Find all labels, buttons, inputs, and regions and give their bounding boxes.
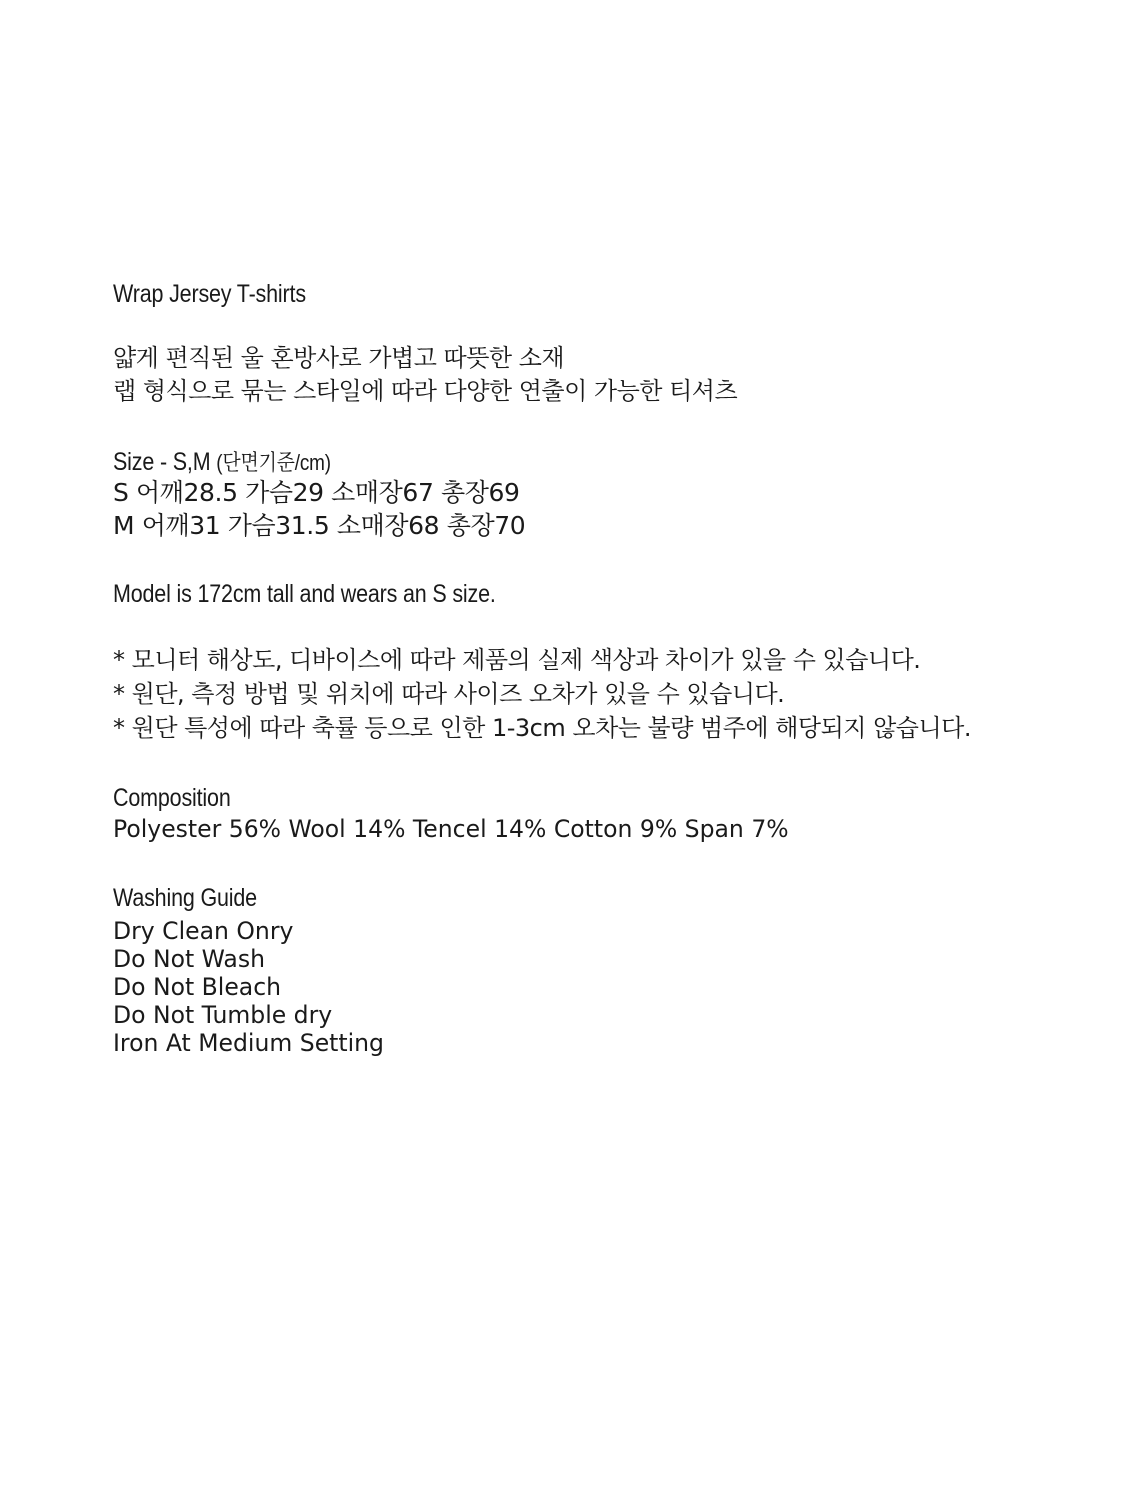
composition-heading: Composition [113,784,231,812]
composition-text: Polyester 56% Wool 14% Tencel 14% Cotton 9% Span 7% [113,815,789,843]
size-heading [113,446,331,479]
washing-guide-item: Dry Clean Onry [113,917,294,945]
notice-line: * 원단 특성에 따라 축률 등으로 인한 1-3cm 오차는 불량 범주에 해당되지 않습니다. [113,714,971,742]
description-line: 랩 형식으로 묶는 스타일에 따라 다양한 연출이 가능한 티셔츠 [113,377,738,405]
notice-line: * 모니터 해상도, 디바이스에 따라 제품의 실제 색상과 차이가 있을 수 있습니다. [113,646,921,674]
washing-guide-item: Do Not Tumble dry [113,1001,333,1029]
size-unit-note: (단면기준/cm) [216,450,331,475]
washing-guide-item: Do Not Wash [113,945,265,973]
size-row-s: S 어깨28.5 가슴29 소매장67 총장69 [113,478,520,507]
washing-guide-item: Iron At Medium Setting [113,1029,384,1057]
notice-line: * 원단, 측정 방법 및 위치에 따라 사이즈 오차가 있을 수 있습니다. [113,680,785,708]
model-note: Model is 172cm tall and wears an S size. [113,580,496,608]
product-title: Wrap Jersey T-shirts [113,280,306,308]
size-row-m: M 어깨31 가슴31.5 소매장68 총장70 [113,511,526,540]
washing-guide-item: Do Not Bleach [113,973,282,1001]
washing-guide-heading: Washing Guide [113,884,257,912]
description-line: 얇게 편직된 울 혼방사로 가볍고 따뜻한 소재 [113,344,565,372]
size-heading-label: Size - S,M [113,448,211,476]
